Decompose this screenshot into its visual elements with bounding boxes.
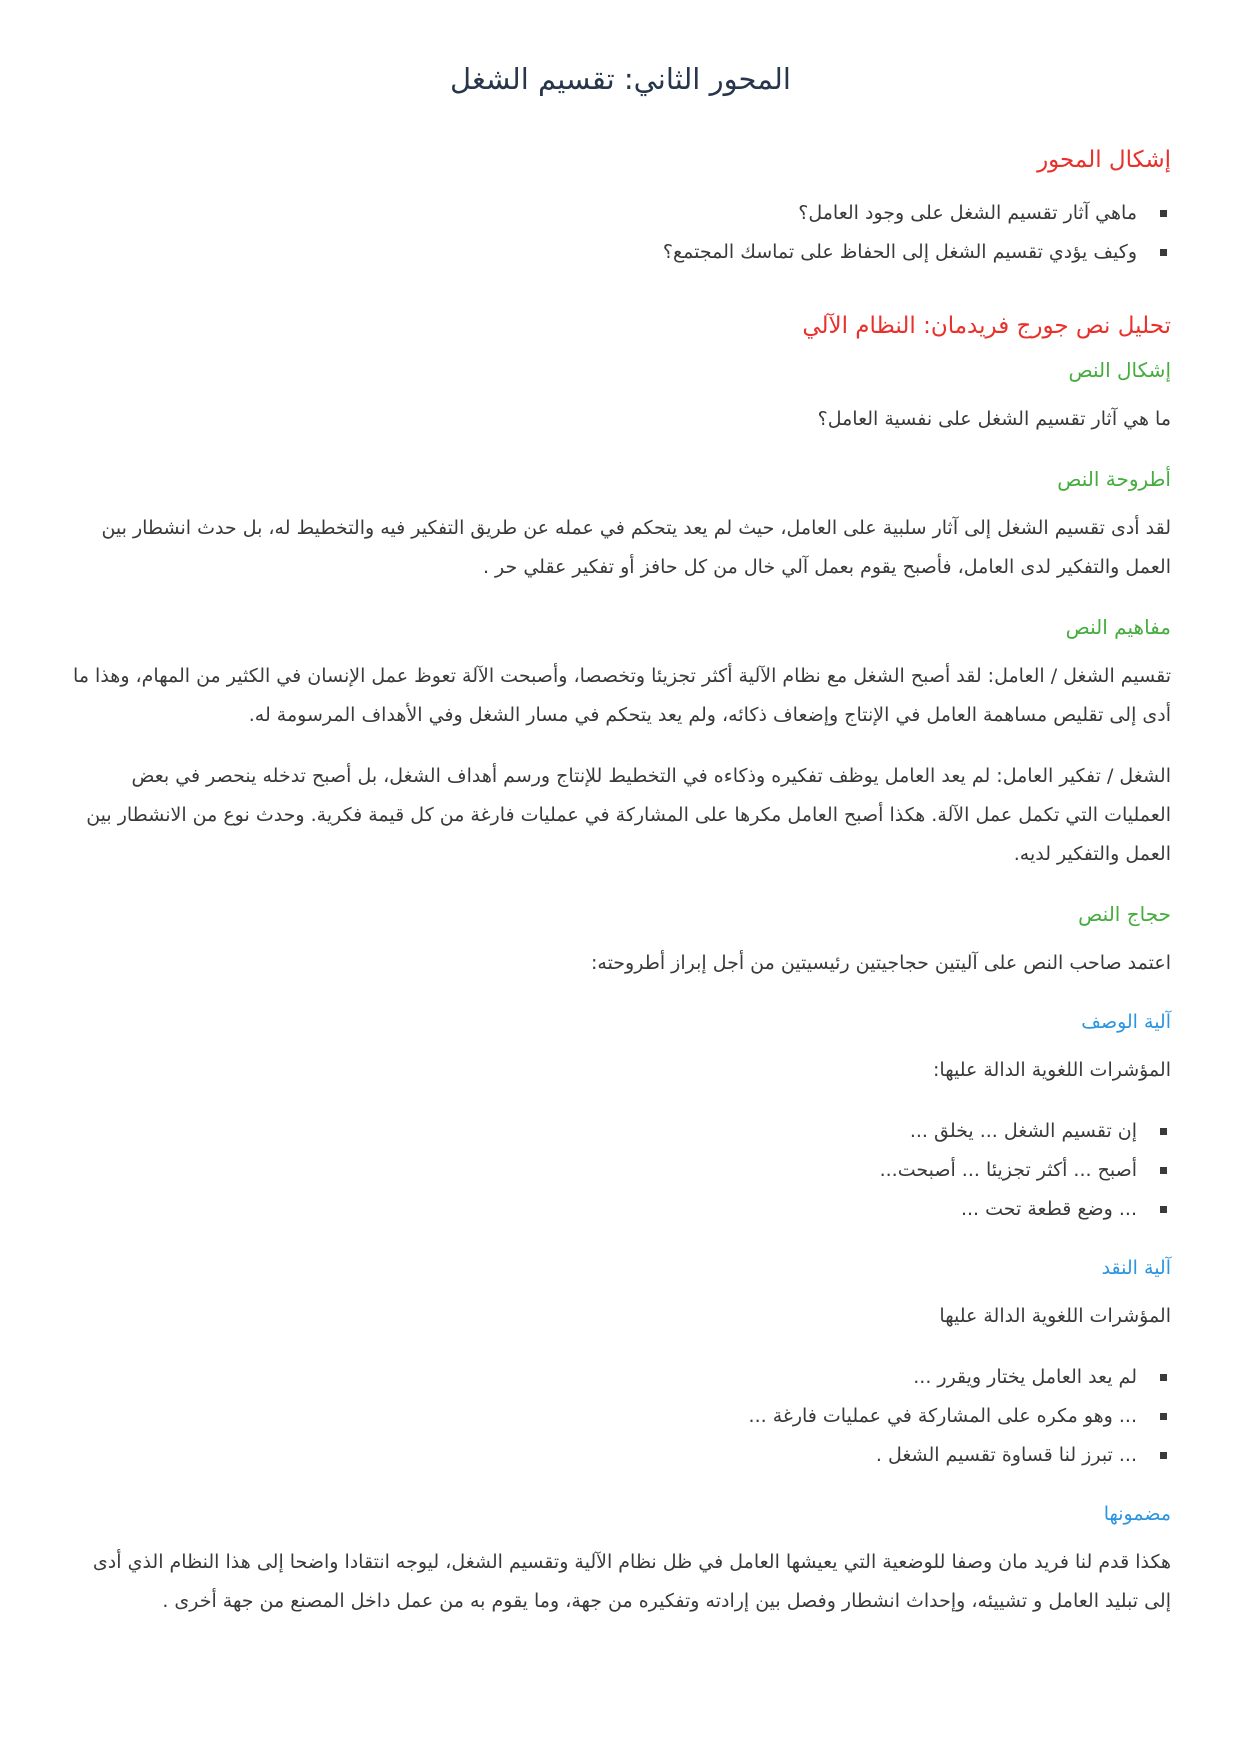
concept-paragraph-2: الشغل / تفكير العامل: لم يعد العامل يوظف تفكيره وذكاءه في التخطيط للإنتاج ورسم أهداف الشغل، بل أصبح تدخله ينحصر في بعض العمليات التي تكمل عمل الآلة. هكذا أصبح العامل مكرها على المشاركة في عمليات فارغة من كل قيمة فكرية. وحدث نوع من الانشطار بين العمل والتفكير لديه. [86, 765, 1171, 865]
text-problem: ما هي آثار تقسيم الشغل على نفسية العامل؟ [817, 408, 1171, 430]
list-item-text: ... وضع قطعة تحت ... [960, 1198, 1137, 1220]
concepts-heading: مفاهيم النص [1065, 615, 1171, 639]
text-problem-heading: إشكال النص [1068, 358, 1171, 382]
page-title: المحور الثاني: تقسيم الشغل [450, 62, 791, 96]
thesis-paragraph: لقد أدى تقسيم الشغل إلى آثار سلبية على العامل، حيث لم يعد يتحكم في عمله عن طريق التفكير فيه والتخطيط له، بل حدث انشطار بين العمل والتفكير لدى العامل، فأصبح يقوم بعمل آلي خال من كل حافز أو تفكير عقلي حر . [101, 517, 1171, 578]
list-item-text: وكيف يؤدي تقسيم الشغل إلى الحفاظ على تماسك المجتمع؟ [662, 241, 1137, 263]
description-mechanism-heading: آلية الوصف [1081, 1011, 1171, 1033]
square-bullet-icon [1160, 249, 1167, 256]
concept-paragraph-1: تقسيم الشغل / العامل: لقد أصبح الشغل مع نظام الآلية أكثر تجزيئا وتخصصا، وأصبحت الآلة تعوظ عمل الإنسان في الكثير من المهام، وهذا ما أدى إلى تقليص مساهمة العامل في الإنتاج وإضعاف ذكائه، ولم يعد يتحكم في مسار الشغل وفي الأهداف المرسومة له. [73, 665, 1171, 726]
square-bullet-icon [1160, 210, 1167, 217]
axis-problem-heading: إشكال المحور [1037, 147, 1171, 173]
square-bullet-icon [1160, 1452, 1167, 1459]
list-item [70, 1436, 1171, 1475]
list-item-text: أصبح ... أكثر تجزيئا ... أصبحت... [879, 1159, 1137, 1181]
square-bullet-icon [1160, 1374, 1167, 1381]
list-item [70, 1358, 1171, 1397]
square-bullet-icon [1160, 1128, 1167, 1135]
list-item [70, 1151, 1171, 1190]
list-item [70, 194, 1171, 233]
critique-indicators: المؤشرات اللغوية الدالة عليها [939, 1305, 1171, 1327]
list-item [70, 1397, 1171, 1436]
analysis-heading: تحليل نص جورج فريدمان: النظام الآلي [802, 313, 1171, 339]
list-item-text: ماهي آثار تقسيم الشغل على وجود العامل؟ [798, 202, 1137, 224]
critique-list [70, 1358, 1171, 1475]
axis-problem-list [70, 194, 1171, 272]
description-indicators: المؤشرات اللغوية الدالة عليها: [933, 1059, 1171, 1081]
list-item [70, 233, 1171, 272]
list-item [70, 1112, 1171, 1151]
square-bullet-icon [1160, 1413, 1167, 1420]
arguments-intro: اعتمد صاحب النص على آليتين حجاجيتين رئيسيتين من أجل إبراز أطروحته: [590, 952, 1171, 974]
list-item-text: إن تقسيم الشغل ... يخلق ... [909, 1120, 1137, 1142]
square-bullet-icon [1160, 1206, 1167, 1213]
content-heading: مضمونها [1103, 1503, 1171, 1525]
thesis-heading: أطروحة النص [1057, 467, 1171, 491]
square-bullet-icon [1160, 1167, 1167, 1174]
content-paragraph: هكذا قدم لنا فريد مان وصفا للوضعية التي يعيشها العامل في ظل نظام الآلية وتقسيم الشغل، ليوجه انتقادا واضحا إلى هذا النظام الذي أدى إلى تبليد العامل و تشييئه، وإحداث انشطار وفصل بين إرادته وتفكيره من جهة، وما يقوم به من عمل داخل المصنع من جهة أخرى . [92, 1551, 1171, 1612]
list-item-text: ... تبرز لنا قساوة تقسيم الشغل . [875, 1444, 1137, 1466]
list-item [70, 1190, 1171, 1229]
list-item-text: لم يعد العامل يختار ويقرر ... [913, 1366, 1137, 1388]
critique-mechanism-heading: آلية النقد [1101, 1257, 1171, 1279]
description-list [70, 1112, 1171, 1229]
list-item-text: ... وهو مكره على المشاركة في عمليات فارغة ... [748, 1405, 1137, 1427]
arguments-heading: حجاج النص [1078, 902, 1171, 926]
